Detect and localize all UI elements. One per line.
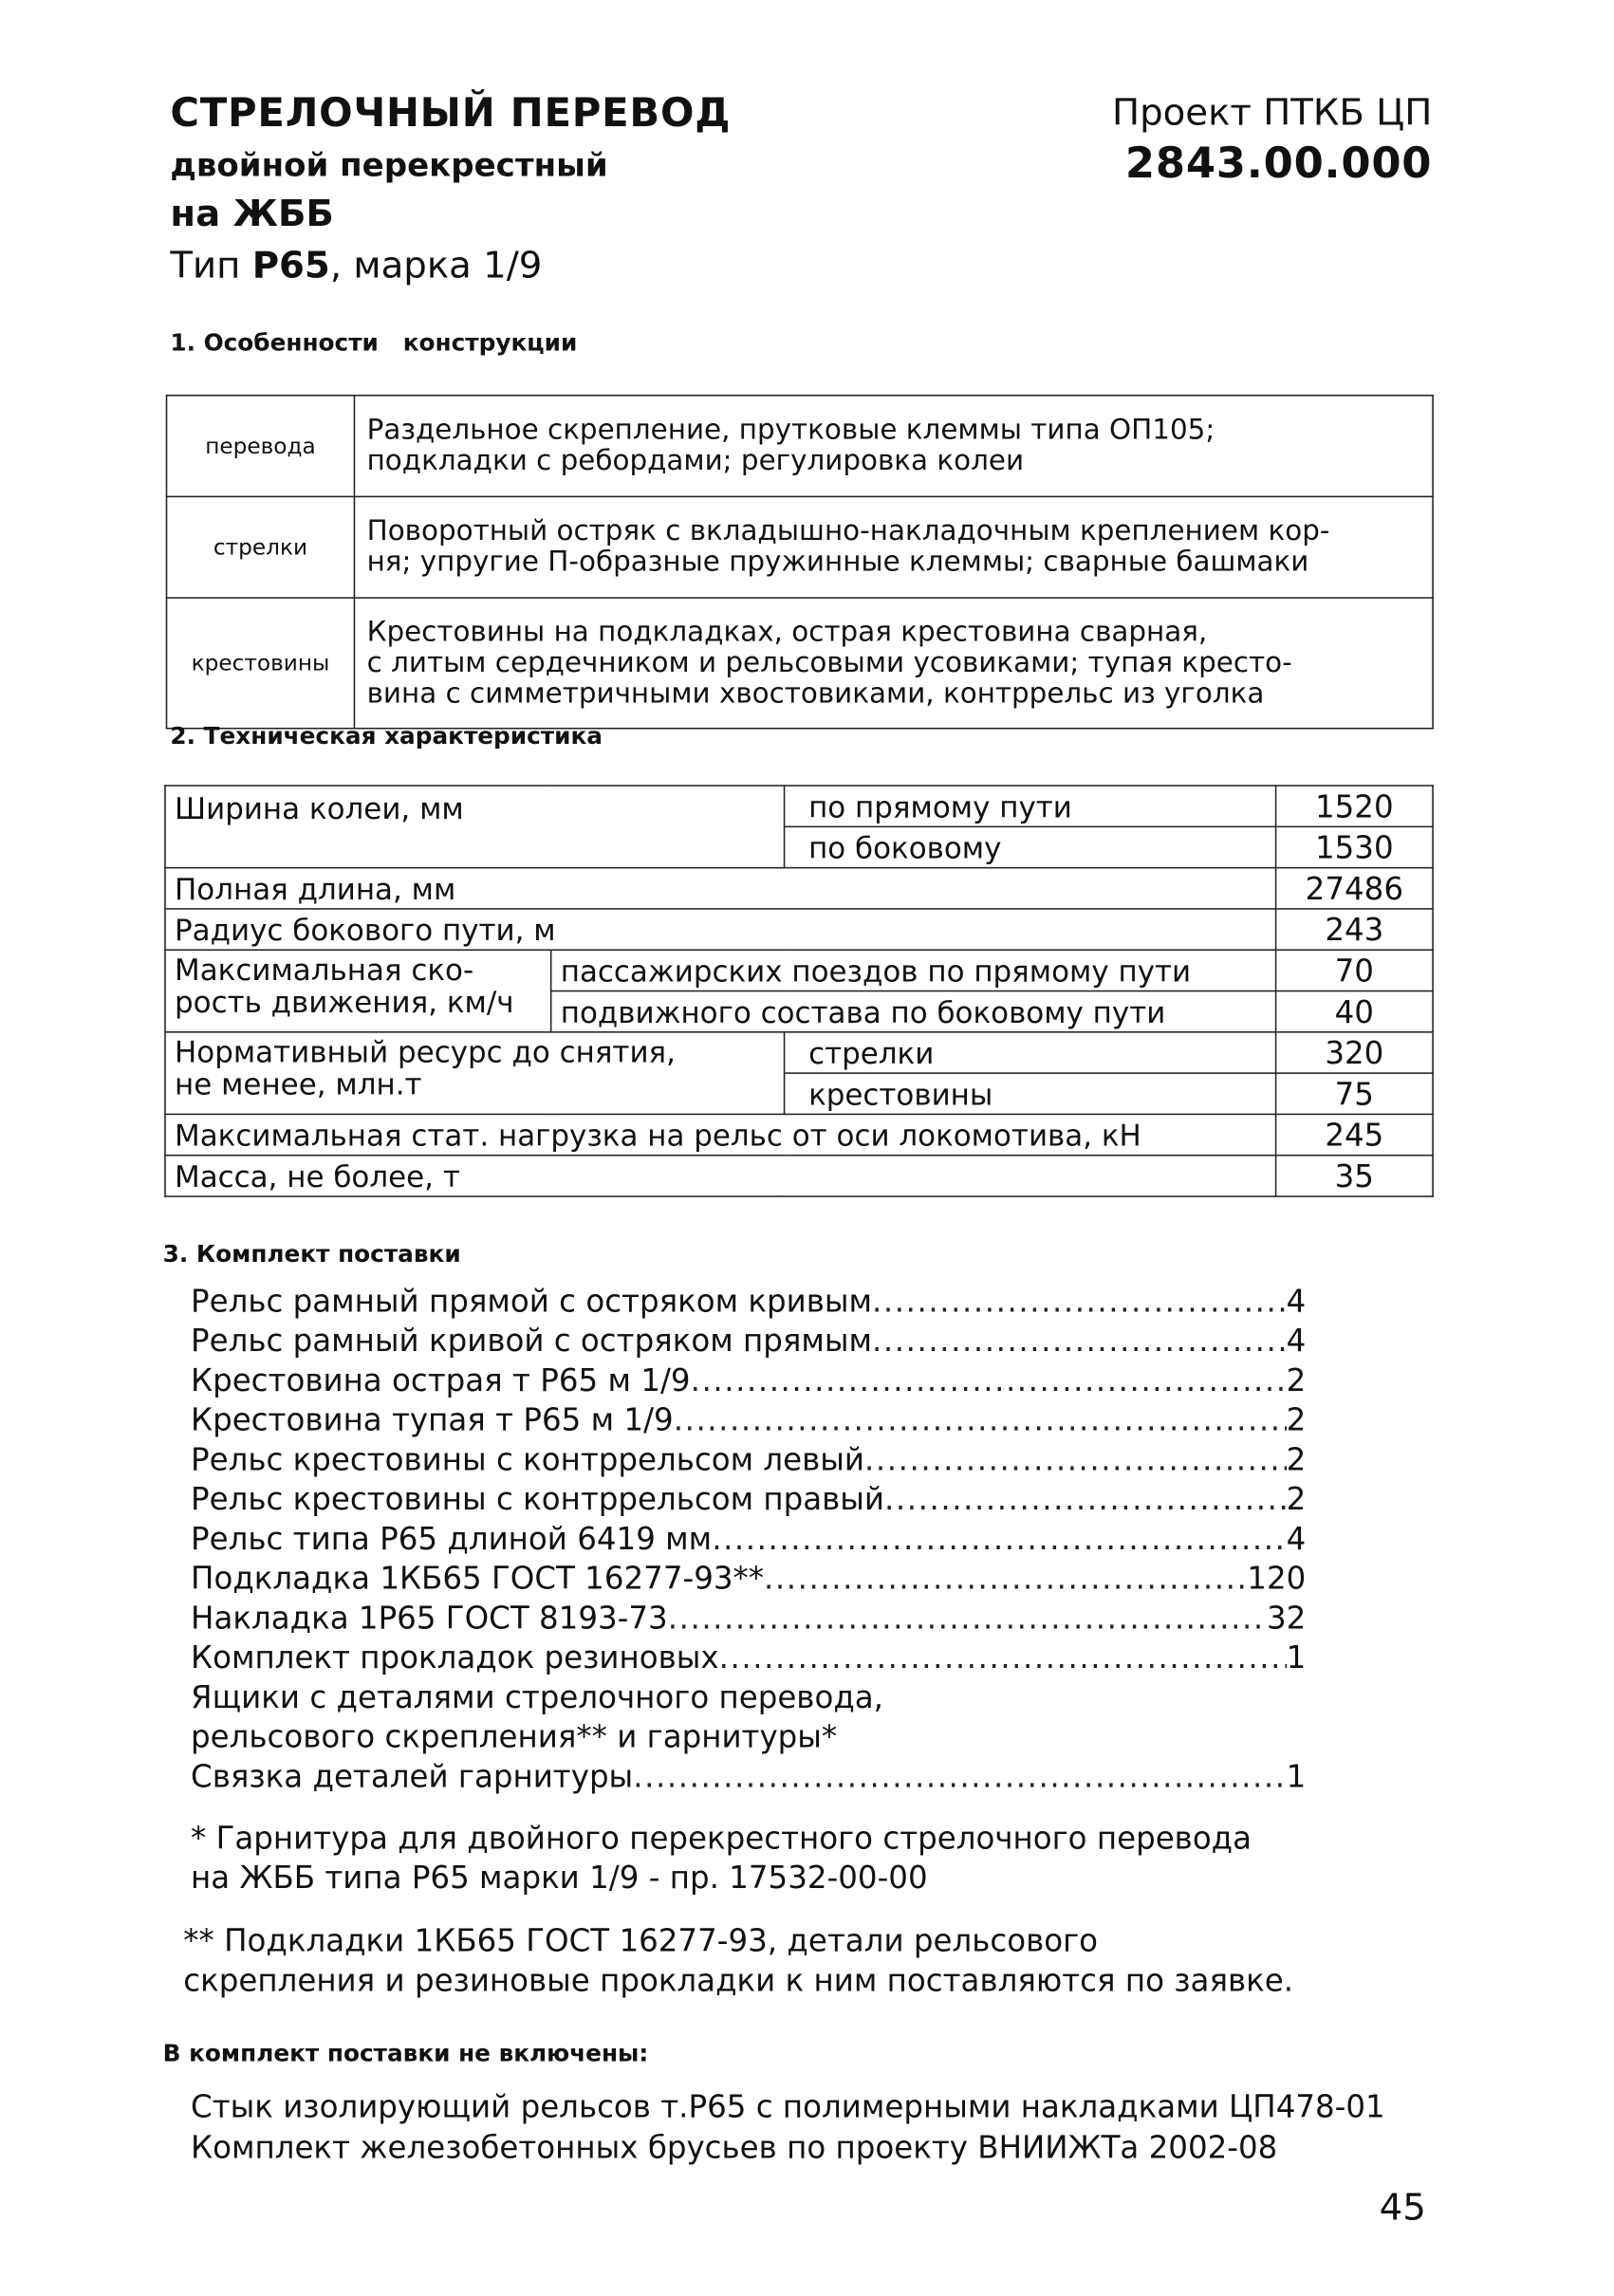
spec-value: 75 bbox=[1276, 1073, 1433, 1114]
table-row bbox=[165, 1032, 1433, 1073]
table-row bbox=[165, 1156, 1433, 1196]
spec-value: 243 bbox=[1276, 909, 1433, 950]
item-qty: 1 bbox=[1286, 1639, 1307, 1676]
description-line: подкладки с ребордами; регулировка колеи bbox=[366, 444, 1025, 477]
item-qty: 32 bbox=[1266, 1601, 1307, 1637]
spec-sublabel: по прямому пути bbox=[785, 786, 1276, 826]
spec-label: Полная длина, мм bbox=[165, 868, 1276, 909]
item-qty: 120 bbox=[1247, 1561, 1307, 1597]
rail-type: Р65 bbox=[251, 243, 330, 287]
spec-sublabel: стрелки bbox=[785, 1032, 1276, 1073]
spec-sublabel: подвижного состава по боковому пути bbox=[551, 991, 1276, 1032]
description-line: вина с симметричными хвостовиками, контррельс из уголка bbox=[366, 676, 1265, 710]
list-item bbox=[191, 1284, 1306, 1324]
spec-label bbox=[165, 1032, 785, 1115]
section-1-heading: 1. Особенности конструкции bbox=[170, 328, 578, 357]
footnote-fittings bbox=[191, 1819, 1252, 1898]
footnote-line: ** Подкладки 1КБ65 ГОСТ 16277-93, детали рельсового bbox=[183, 1923, 1099, 1959]
switch-grade: 1/9 bbox=[483, 243, 543, 287]
description-line: с литым сердечником и рельсовыми усовиками; тупая кресто- bbox=[366, 646, 1292, 679]
item-name: Рельс крестовины с контррельсом правый bbox=[191, 1481, 885, 1517]
footnote-line: * Гарнитура для двойного перекрестного стрелочного перевода bbox=[191, 1820, 1252, 1857]
spec-value: 27486 bbox=[1276, 868, 1433, 909]
technical-specs-table bbox=[164, 785, 1434, 1197]
list-item bbox=[191, 1561, 1306, 1601]
item-name: Ящики с деталями стрелочного перевода, bbox=[191, 1679, 884, 1715]
footnote-baseplates bbox=[183, 1922, 1293, 2002]
excluded-heading: В комплект поставки не включены: bbox=[162, 2039, 649, 2067]
spec-value: 1520 bbox=[1276, 786, 1433, 826]
item-name: Рельс крестовины с контррельсом левый bbox=[191, 1442, 865, 1478]
spec-sublabel: по боковому bbox=[785, 826, 1276, 867]
footnote-line: скрепления и резиновые прокладки к ним поставляются по заявке. bbox=[183, 1962, 1294, 1999]
type-suffix: , марка bbox=[329, 243, 484, 287]
item-name: Крестовина тупая т Р65 м 1/9 bbox=[191, 1402, 674, 1438]
spec-label-line: Нормативный ресурс до снятия, bbox=[175, 1034, 676, 1070]
description-line: Раздельное скрепление, прутковые клеммы типа ОП105; bbox=[366, 414, 1215, 447]
spec-label: Масса, не более, т bbox=[165, 1156, 1276, 1196]
feature-part: крестовины bbox=[167, 598, 355, 729]
list-item bbox=[191, 1522, 1306, 1562]
spec-value: 40 bbox=[1276, 991, 1433, 1032]
item-qty: 2 bbox=[1286, 1442, 1307, 1478]
spec-label bbox=[165, 950, 551, 1032]
feature-description bbox=[354, 598, 1433, 729]
document-subtitle: двойной перекрестный bbox=[170, 148, 608, 185]
feature-description bbox=[354, 396, 1433, 497]
description-line: Поворотный остряк с вкладышно-накладочным креплением кор- bbox=[366, 514, 1330, 547]
item-qty: 2 bbox=[1286, 1402, 1307, 1438]
list-item bbox=[191, 1402, 1306, 1442]
item-qty: 2 bbox=[1286, 1362, 1307, 1398]
project-label: Проект ПТКБ ЦП bbox=[1112, 90, 1433, 134]
feature-part: стрелки bbox=[167, 496, 355, 598]
section-2-heading: 2. Техническая характеристика bbox=[170, 721, 603, 750]
list-item bbox=[191, 1601, 1306, 1640]
spec-value: 70 bbox=[1276, 950, 1433, 991]
document-type-line bbox=[170, 244, 542, 287]
description-line: ня; упругие П-образные пружинные клеммы; сварные башмаки bbox=[366, 546, 1309, 579]
item-qty: 4 bbox=[1286, 1521, 1307, 1557]
list-item bbox=[191, 1759, 1306, 1799]
spec-label-line: не менее, млн.т bbox=[175, 1066, 422, 1102]
document-title: СТРЕЛОЧНЫЙ ПЕРЕВОД bbox=[170, 90, 732, 137]
item-name: Подкладка 1КБ65 ГОСТ 16277-93** bbox=[191, 1561, 764, 1597]
excluded-item: Стык изолирующий рельсов т.Р65 с полимерными накладками ЦП478-01 bbox=[191, 2088, 1385, 2125]
project-code: 2843.00.000 bbox=[1124, 138, 1433, 188]
feature-description bbox=[354, 496, 1433, 598]
table-row bbox=[167, 496, 1434, 598]
table-row bbox=[165, 868, 1433, 909]
spec-value: 1530 bbox=[1276, 826, 1433, 867]
table-row bbox=[165, 786, 1433, 826]
list-item bbox=[191, 1442, 1306, 1482]
spec-label-line: Максимальная ско- bbox=[175, 952, 474, 988]
excluded-item: Комплект железобетонных брусьев по проекту ВНИИЖТа 2002-08 bbox=[191, 2130, 1278, 2166]
spec-label: Ширина колеи, мм bbox=[165, 786, 785, 868]
spec-label: Максимальная стат. нагрузка на рельс от оси локомотива, кН bbox=[165, 1114, 1276, 1155]
spec-sublabel: крестовины bbox=[785, 1073, 1276, 1114]
design-features-table bbox=[166, 395, 1434, 730]
table-row bbox=[167, 396, 1434, 497]
section-3-heading: 3. Комплект поставки bbox=[162, 1239, 461, 1268]
list-item bbox=[191, 1363, 1306, 1403]
document-subtitle-base: на ЖББ bbox=[170, 192, 334, 235]
spec-value: 245 bbox=[1276, 1114, 1433, 1155]
item-name: Рельс рамный кривой с остряком прямым bbox=[191, 1323, 873, 1359]
list-item bbox=[191, 1324, 1306, 1363]
type-prefix: Тип bbox=[170, 243, 252, 287]
item-qty: 2 bbox=[1286, 1481, 1307, 1517]
description-line: Крестовины на подкладках, острая крестовина сварная, bbox=[366, 615, 1208, 648]
item-qty: 4 bbox=[1286, 1323, 1307, 1359]
table-row bbox=[165, 950, 1433, 991]
table-row bbox=[165, 1114, 1433, 1155]
item-name: Крестовина острая т Р65 м 1/9 bbox=[191, 1362, 691, 1398]
item-name: Рельс типа Р65 длиной 6419 мм bbox=[191, 1521, 713, 1557]
item-name: Накладка 1Р65 ГОСТ 8193-73 bbox=[191, 1601, 668, 1637]
item-name: рельсового скрепления** и гарнитуры* bbox=[191, 1719, 838, 1755]
list-item bbox=[191, 1680, 1306, 1720]
item-qty: 1 bbox=[1286, 1759, 1307, 1795]
supply-list bbox=[191, 1284, 1306, 1799]
table-row bbox=[165, 909, 1433, 950]
spec-label-line: рость движения, км/ч bbox=[175, 984, 514, 1020]
list-item bbox=[191, 1719, 1306, 1759]
spec-value: 35 bbox=[1276, 1156, 1433, 1196]
footnote-line: на ЖББ типа Р65 марки 1/9 - пр. 17532-00-00 bbox=[191, 1860, 928, 1896]
page-number: 45 bbox=[1379, 2185, 1426, 2229]
item-qty: 4 bbox=[1286, 1284, 1307, 1320]
item-name: Рельс рамный прямой с остряком кривым bbox=[191, 1284, 873, 1320]
table-row bbox=[167, 598, 1434, 729]
spec-value: 320 bbox=[1276, 1032, 1433, 1073]
list-item bbox=[191, 1482, 1306, 1522]
spec-label: Радиус бокового пути, м bbox=[165, 909, 1276, 950]
feature-part: перевода bbox=[167, 396, 355, 497]
item-name: Связка деталей гарнитуры bbox=[191, 1759, 634, 1795]
spec-sublabel: пассажирских поездов по прямому пути bbox=[551, 950, 1276, 991]
item-name: Комплект прокладок резиновых bbox=[191, 1639, 719, 1676]
list-item bbox=[191, 1640, 1306, 1680]
